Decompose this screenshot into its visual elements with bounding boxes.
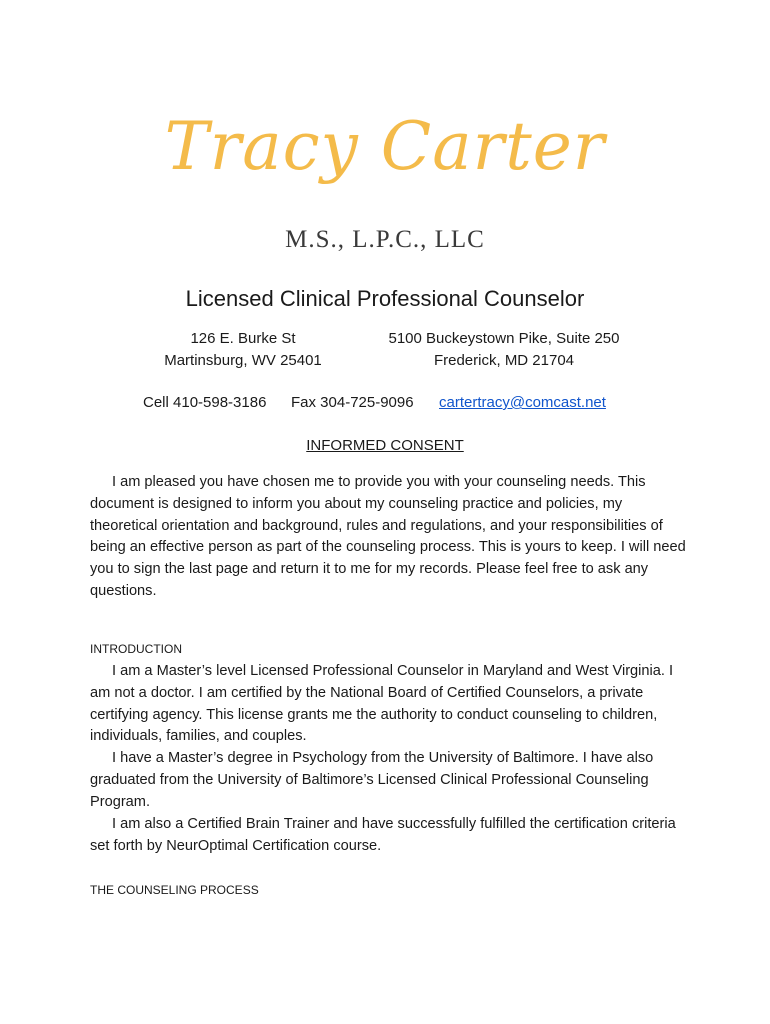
intro-text-1: I am a Master’s level Licensed Professional Counselor in Maryland and West Virginia. I am not a doctor. I am certified by the National Board of Certified Counselors, a private certifying agency. This license grants me the authority to conduct counseling to children, individuals, families, and couples.: [90, 663, 674, 745]
consent-paragraph: [90, 472, 690, 603]
intro-text-3: I am also a Certified Brain Trainer and have successfully fulfilled the certification criteria set forth by NeurOptimal Certification course.: [90, 816, 676, 854]
introduction-heading: INTRODUCTION: [90, 642, 182, 656]
intro-paragraph-2: [90, 748, 690, 813]
address-line: 5100 Buckeystown Pike, Suite 250: [388, 330, 620, 347]
address-frederick: [374, 328, 634, 372]
address-martinsburg: [148, 328, 338, 372]
address-line: 126 E. Burke St: [190, 330, 296, 347]
credentials: M.S., L.P.C., LLC: [285, 226, 485, 253]
intro-text-2: I have a Master’s degree in Psychology from the University of Baltimore. I have also graduated from the University of Baltimore’s Licensed Clinical Professional Counseling Program.: [90, 750, 654, 810]
intro-paragraph-1: [90, 661, 690, 748]
email-link[interactable]: cartertracy@comcast.net: [439, 394, 606, 411]
practice-title: Licensed Clinical Professional Counselor: [185, 286, 585, 311]
logo-name: Tracy Carter: [164, 108, 606, 185]
cell-phone: Cell 410-598-3186: [143, 394, 267, 411]
intro-paragraph-3: [90, 814, 690, 858]
consent-text: I am pleased you have chosen me to provide you with your counseling needs. This document is designed to inform you about my counseling practice and policies, my theoretical orientation and background, rules and regulations, and your responsibilities of being an effective person as part of the counseling process. This is yours to keep. I will need you to sign the last page and return it to me for my records. Please feel free to ask any questions.: [90, 474, 686, 599]
fax-number: Fax 304-725-9096: [291, 394, 414, 411]
address-line: Martinsburg, WV 25401: [164, 352, 322, 369]
informed-consent-heading: INFORMED CONSENT: [306, 437, 464, 454]
counseling-process-heading: THE COUNSELING PROCESS: [90, 883, 259, 897]
address-line: Frederick, MD 21704: [433, 352, 575, 369]
